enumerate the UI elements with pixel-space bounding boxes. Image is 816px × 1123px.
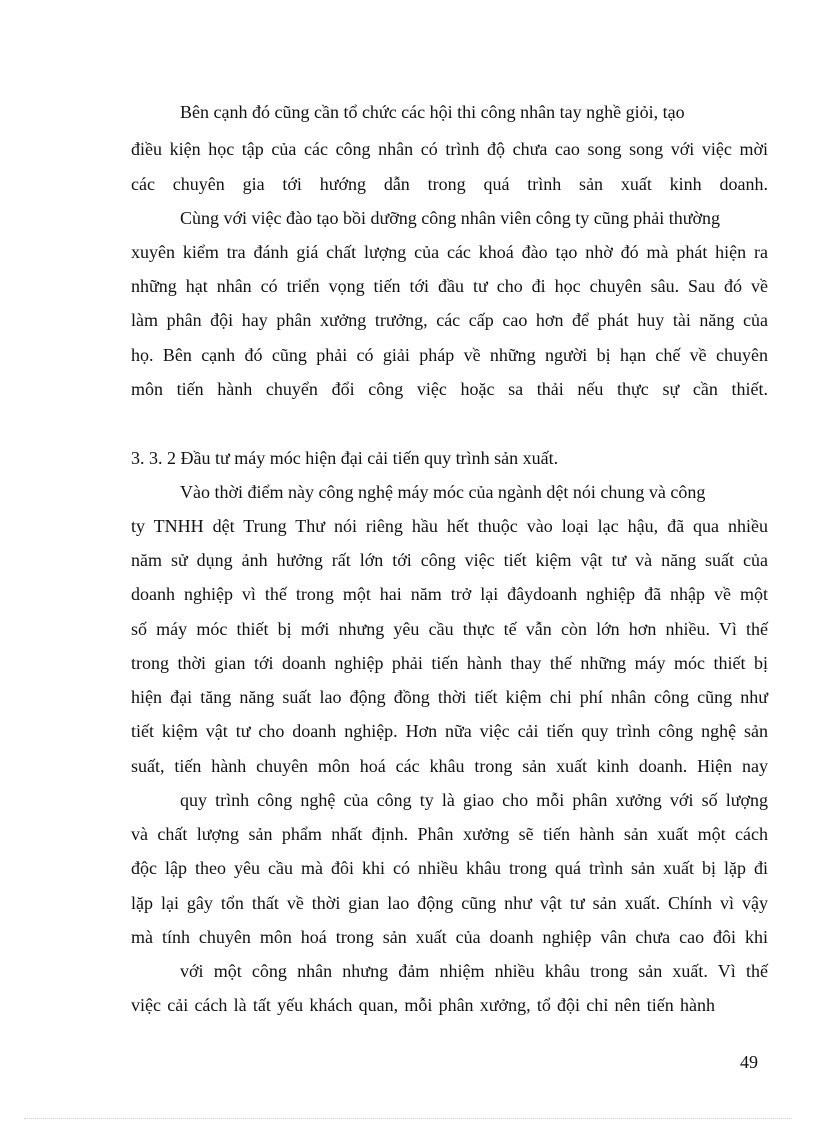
text-line: điều kiện học tập của các công nhân có trình độ chưa cao song song với việc mời: [131, 139, 768, 159]
text-line: suất, tiến hành chuyên môn hoá các khâu trong sản xuất kinh doanh. Hiện nay: [131, 756, 768, 776]
text-line: xuyên kiểm tra đánh giá chất lượng của các khoá đào tạo nhờ đó mà phát hiện ra: [131, 242, 768, 262]
text-line: hiện đại tăng năng suất lao động đồng thời tiết kiệm chi phí nhân công cũng như: [131, 687, 768, 707]
text-line: họ. Bên cạnh đó cũng phải có giải pháp về những người bị hạn chế về chuyên: [131, 345, 768, 365]
bottom-rule: [24, 1118, 792, 1119]
text-line: Vào thời điểm này công nghệ máy móc của ngành dệt nói chung và công: [180, 482, 706, 502]
text-line: các chuyên gia tới hướng dẫn trong quá trình sản xuất kinh doanh.: [131, 174, 768, 194]
text-line: Bên cạnh đó cũng cần tổ chức các hội thi công nhân tay nghề giỏi, tạo: [180, 102, 685, 122]
text-line: trong thời gian tới doanh nghiệp phải tiến hành thay thế những máy móc thiết bị: [131, 653, 768, 673]
text-line: năm sử dụng ảnh hưởng rất lớn tới công việc tiết kiệm vật tư và năng suất của: [131, 550, 768, 570]
text-line: môn tiến hành chuyển đổi công việc hoặc sa thải nếu thực sự cần thiết.: [131, 379, 768, 399]
text-line: độc lập theo yêu cầu mà đôi khi có nhiều khâu trong quá trình sản xuất bị lặp đi: [131, 858, 768, 878]
page-number: 49: [740, 1052, 758, 1072]
text-line: số máy móc thiết bị mới nhưng yêu cầu thực tế vẫn còn lớn hơn nhiều. Vì thế: [131, 619, 768, 639]
section-heading: 3. 3. 2 Đầu tư máy móc hiện đại cải tiến quy trình sản xuất.: [131, 448, 559, 468]
text-line: ty TNHH dệt Trung Thư nói riêng hầu hết thuộc vào loại lạc hậu, đã qua nhiều: [131, 516, 768, 536]
text-line: lặp lại gây tổn thất về thời gian lao động cũng như vật tư sản xuất. Chính vì vậy: [131, 893, 768, 913]
text-line: doanh nghiệp vì thế trong một hai năm trở lại đâydoanh nghiệp đã nhập về một: [131, 584, 768, 604]
text-line: tiết kiệm vật tư cho doanh nghiệp. Hơn nữa việc cải tiến quy trình công nghệ sản: [131, 721, 768, 741]
text-line: và chất lượng sản phẩm nhất định. Phân xưởng sẽ tiến hành sản xuất một cách: [131, 824, 768, 844]
text-line: Cùng với việc đào tạo bồi dưỡng công nhân viên công ty cũng phải thường: [180, 208, 720, 228]
text-line: với một công nhân nhưng đảm nhiệm nhiều khâu trong sản xuất. Vì thế: [180, 961, 768, 981]
text-line: việc cải cách là tất yếu khách quan, mỗi phân xưởng, tổ đội chỉ nên tiến hành: [131, 995, 715, 1015]
text-line: mà tính chuyên môn hoá trong sản xuất của doanh nghiệp vân chưa cao đôi khi: [131, 927, 768, 947]
text-line: những hạt nhân có triển vọng tiến tới đầu tư cho đi học chuyên sâu. Sau đó về: [131, 276, 768, 296]
text-line: làm phân đội hay phân xưởng trưởng, các cấp cao hơn để phát huy tài năng của: [131, 310, 768, 330]
text-line: quy trình công nghệ của công ty là giao cho mỗi phân xưởng với số lượng: [180, 790, 768, 810]
